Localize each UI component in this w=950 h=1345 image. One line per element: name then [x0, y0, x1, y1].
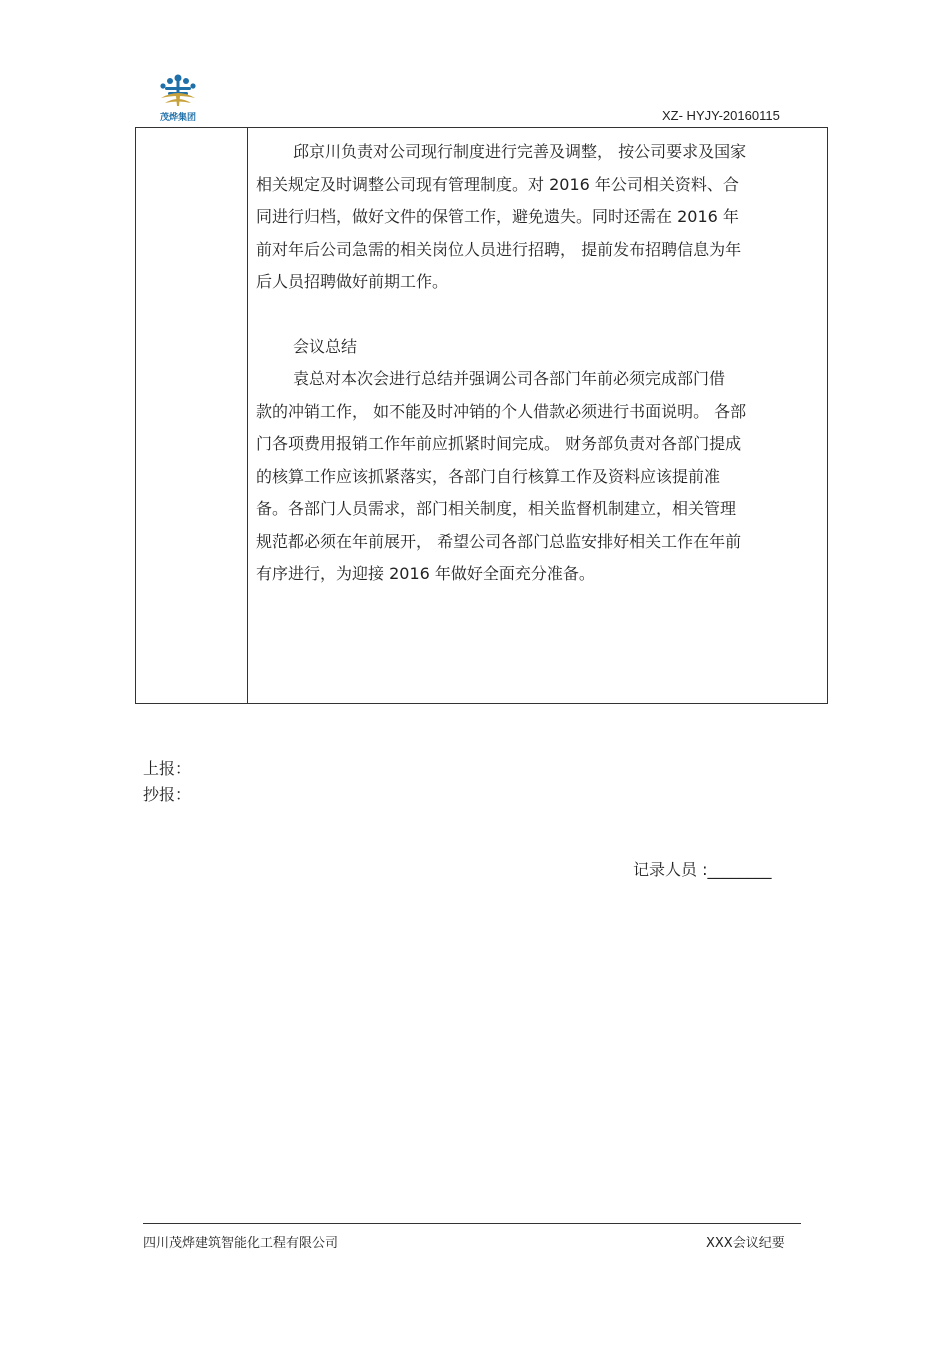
text-line: 前对年后公司急需的相关岗位人员进行招聘， 提前发布招聘信息为年	[256, 239, 742, 259]
text-line: 相关规定及时调整公司现有管理制度。对 2016 年公司相关资料、合	[256, 174, 739, 194]
footer-divider	[143, 1223, 801, 1224]
text-line: 规范都必须在年前展开， 希望公司各部门总监安排好相关工作在年前	[256, 531, 742, 551]
paragraph-gap	[256, 299, 822, 331]
table-column-divider	[247, 128, 248, 703]
text-line: 袁总对本次会进行总结并强调公司各部门年前必须完成部门借	[293, 369, 726, 388]
report-to-label: 上报：	[143, 759, 192, 778]
text-line: 备。各部门人员需求，部门相关制度，相关监督机制建立，相关管理	[256, 499, 737, 518]
cc-to-label: 抄报：	[143, 785, 192, 804]
text-line: 同进行归档，做好文件的保管工作，避免遗失。同时还需在 2016 年	[256, 207, 739, 226]
text-line: 有序进行，为迎接 2016 年做好全面充分准备。	[256, 564, 595, 583]
minutes-content	[256, 136, 822, 591]
text-line: 款的冲销工作， 如不能及时冲销的个人借款必须进行书面说明。 各部	[256, 401, 747, 421]
text-line: 门各项费用报销工作年前应抓紧时间完成。 财务部负责对各部门提成	[256, 434, 742, 453]
recorder-field: 记录人员 :________	[633, 860, 772, 879]
text-line: 的核算工作应该抓紧落实，各部门自行核算工作及资料应该提前准	[256, 466, 721, 486]
text-line: 邱京川负责对公司现行制度进行完善及调整， 按公司要求及国家	[293, 142, 747, 161]
distribution-block	[143, 756, 191, 808]
minutes-table	[135, 127, 828, 704]
footer-doc-title: XXX会议纪要	[706, 1236, 785, 1251]
footer-company: 四川茂烨建筑智能化工程有限公司	[143, 1236, 339, 1251]
company-logo	[143, 70, 213, 126]
document-code: XZ- HYJY-20160115	[662, 108, 780, 123]
summary-heading: 会议总结	[293, 336, 358, 356]
logo-text: 茂烨集团	[159, 113, 197, 123]
text-line: 后人员招聘做好前期工作。	[256, 272, 449, 291]
